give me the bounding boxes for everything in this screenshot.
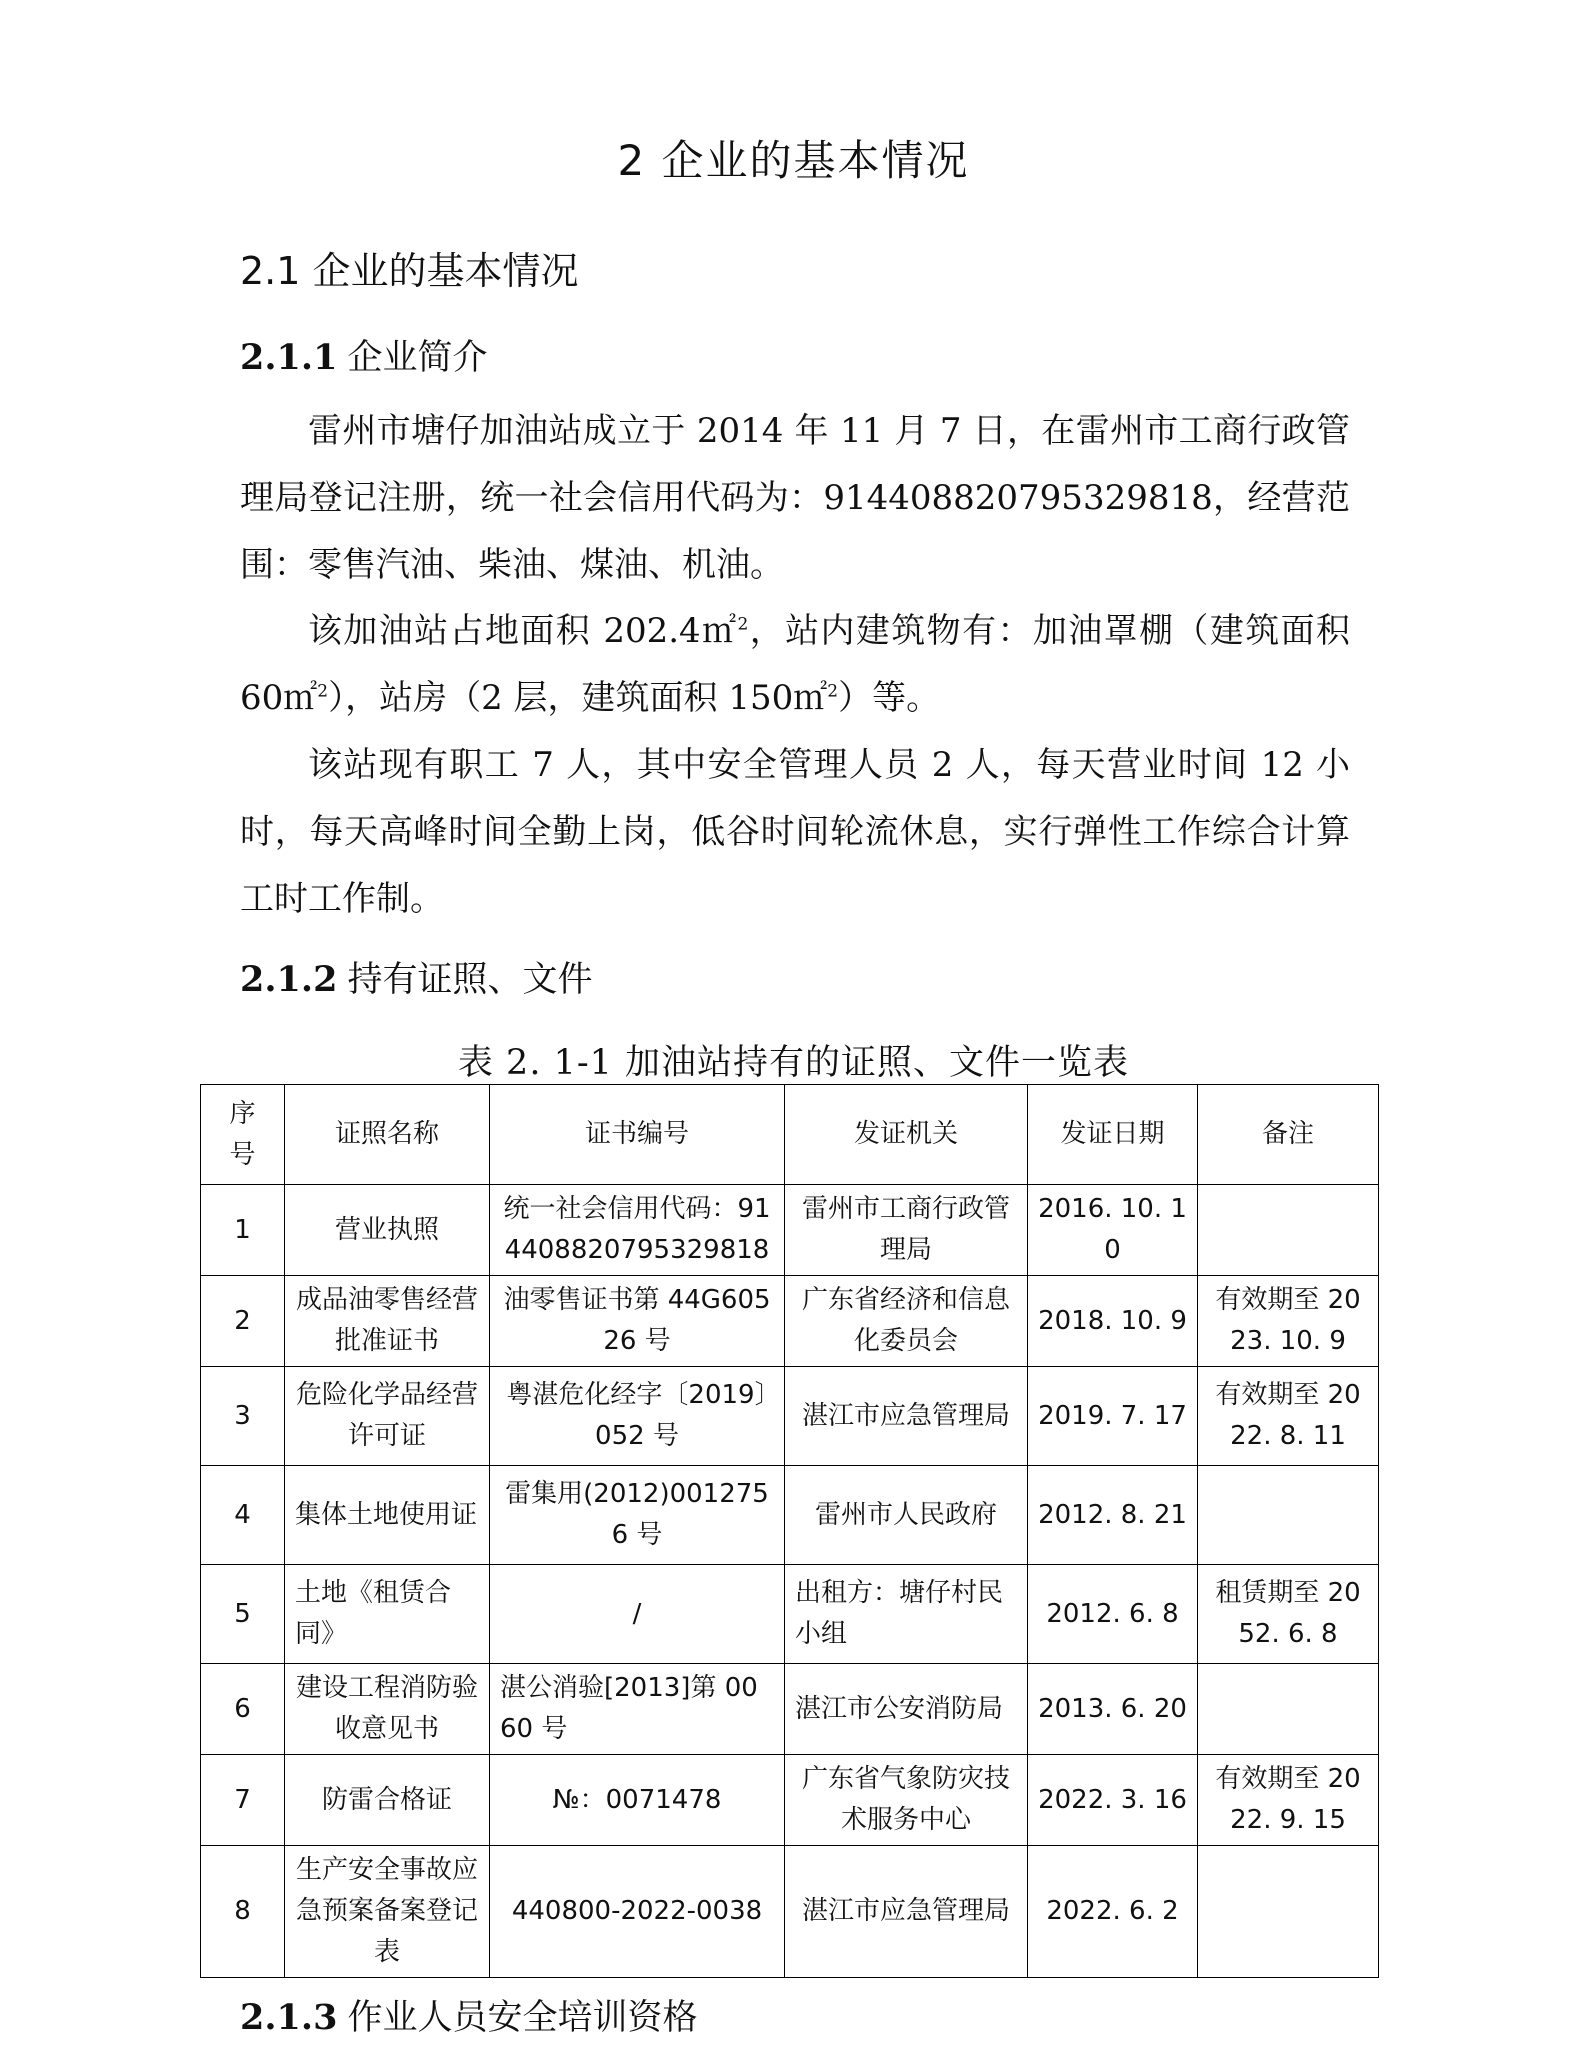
table-row: [201, 1276, 1379, 1367]
cell-note: [1198, 1846, 1379, 1978]
table-row: [201, 1755, 1379, 1846]
cell-note: 有效期至 2022. 8. 11: [1198, 1367, 1379, 1466]
cell-issuer: 湛江市公安消防局: [785, 1664, 1028, 1755]
cell-index: 3: [201, 1367, 285, 1466]
header-cell: 证书编号: [490, 1085, 785, 1185]
header-cell: 序号: [201, 1085, 285, 1185]
section-heading-2-1: 2.1 企业的基本情况: [240, 249, 579, 293]
table-caption: 表 2. 1-1 加油站持有的证照、文件一览表: [457, 1043, 1130, 1083]
cell-issuer: 广东省经济和信息化委员会: [785, 1276, 1028, 1367]
cell-note: [1198, 1664, 1379, 1755]
section-heading-2-1-3: [240, 1990, 697, 2040]
cell-issuer: 广东省气象防灾技术服务中心: [785, 1755, 1028, 1846]
cell-date: 2016. 10. 10: [1028, 1185, 1198, 1276]
cell-name: 建设工程消防验收意见书: [285, 1664, 490, 1755]
cell-index: 6: [201, 1664, 285, 1755]
cell-date: 2019. 7. 17: [1028, 1367, 1198, 1466]
cell-name: 营业执照: [285, 1185, 490, 1276]
header-cell: 发证日期: [1028, 1085, 1198, 1185]
cell-note: 有效期至 2022. 9. 15: [1198, 1755, 1379, 1846]
cell-name: 危险化学品经营许可证: [285, 1367, 490, 1466]
section-text: 企业简介: [347, 338, 488, 378]
cell-number: 粤湛危化经字〔2019〕052 号: [490, 1367, 785, 1466]
cell-index: 5: [201, 1565, 285, 1664]
cell-issuer: 雷州市人民政府: [785, 1466, 1028, 1565]
cell-index: 7: [201, 1755, 285, 1846]
table-row: [201, 1565, 1379, 1664]
paragraph-site-area: 该加油站占地面积 202.4㎡$^2$，站内建筑物有：加油罩棚（建筑面积 60㎡$^2$），站房（2 层，建筑面积 150㎡$^2$）等。: [240, 611, 1350, 718]
cell-date: 2013. 6. 20: [1028, 1664, 1198, 1755]
cell-date: 2018. 10. 9: [1028, 1276, 1198, 1367]
cell-note: 租赁期至 2052. 6. 8: [1198, 1565, 1379, 1664]
cell-note: [1198, 1466, 1379, 1565]
section-text: 作业人员安全培训资格: [347, 1998, 698, 2038]
cell-date: 2022. 6. 2: [1028, 1846, 1198, 1978]
cell-name: 防雷合格证: [285, 1755, 490, 1846]
cell-number: /: [490, 1565, 785, 1664]
header-cell: 备注: [1198, 1085, 1379, 1185]
table-row: [201, 1466, 1379, 1565]
paragraph-staffing: 该站现有职工 7 人，其中安全管理人员 2 人，每天营业时间 12 小时，每天高峰时间全勤上岗，低谷时间轮流休息，实行弹性工作综合计算工时工作制。: [240, 745, 1350, 919]
cell-number: №：0071478: [490, 1755, 785, 1846]
cell-date: 2012. 8. 21: [1028, 1466, 1198, 1565]
cell-name: 成品油零售经营批准证书: [285, 1276, 490, 1367]
table-row: [201, 1846, 1379, 1978]
section-number: 2.1.3: [240, 1997, 338, 2038]
chapter-title: 2 企业的基本情况: [617, 136, 970, 185]
header-cell: 发证机关: [785, 1085, 1028, 1185]
cell-date: 2022. 3. 16: [1028, 1755, 1198, 1846]
cell-issuer: 雷州市工商行政管理局: [785, 1185, 1028, 1276]
cell-number: 统一社会信用代码：914408820795329818: [490, 1185, 785, 1276]
table-row: [201, 1664, 1379, 1755]
section-number: 2.1.2: [240, 959, 338, 1000]
cell-note: 有效期至 2023. 10. 9: [1198, 1276, 1379, 1367]
cell-issuer: 湛江市应急管理局: [785, 1846, 1028, 1978]
cell-date: 2012. 6. 8: [1028, 1565, 1198, 1664]
cell-name: 生产安全事故应急预案备案登记表: [285, 1846, 490, 1978]
cell-issuer: 出租方：塘仔村民小组: [785, 1565, 1028, 1664]
cell-index: 4: [201, 1466, 285, 1565]
header-cell: 证照名称: [285, 1085, 490, 1185]
cell-number: 油零售证书第 44G60526 号: [490, 1276, 785, 1367]
cell-index: 1: [201, 1185, 285, 1276]
cell-note: [1198, 1185, 1379, 1276]
cell-index: 2: [201, 1276, 285, 1367]
paragraph-company-intro: 雷州市塘仔加油站成立于 2014 年 11 月 7 日，在雷州市工商行政管理局登记注册，统一社会信用代码为：914408820795329818，经营范围：零售汽油、柴油、煤油、机油。: [240, 411, 1350, 585]
table-row: [201, 1185, 1379, 1276]
section-heading-2-1-2: [240, 952, 592, 1002]
table-row: [201, 1367, 1379, 1466]
certificates-table: [200, 1084, 1379, 1978]
cell-index: 8: [201, 1846, 285, 1978]
cell-number: 雷集用(2012)0012756 号: [490, 1466, 785, 1565]
cell-name: 土地《租赁合同》: [285, 1565, 490, 1664]
cell-issuer: 湛江市应急管理局: [785, 1367, 1028, 1466]
table-header-row: [201, 1085, 1379, 1185]
section-number: 2.1.1: [240, 337, 338, 378]
section-heading-2-1-1: [240, 330, 487, 380]
cell-number: 湛公消验[2013]第 0060 号: [490, 1664, 785, 1755]
cell-number: 440800-2022-0038: [490, 1846, 785, 1978]
section-text: 持有证照、文件: [347, 960, 593, 1000]
cell-name: 集体土地使用证: [285, 1466, 490, 1565]
